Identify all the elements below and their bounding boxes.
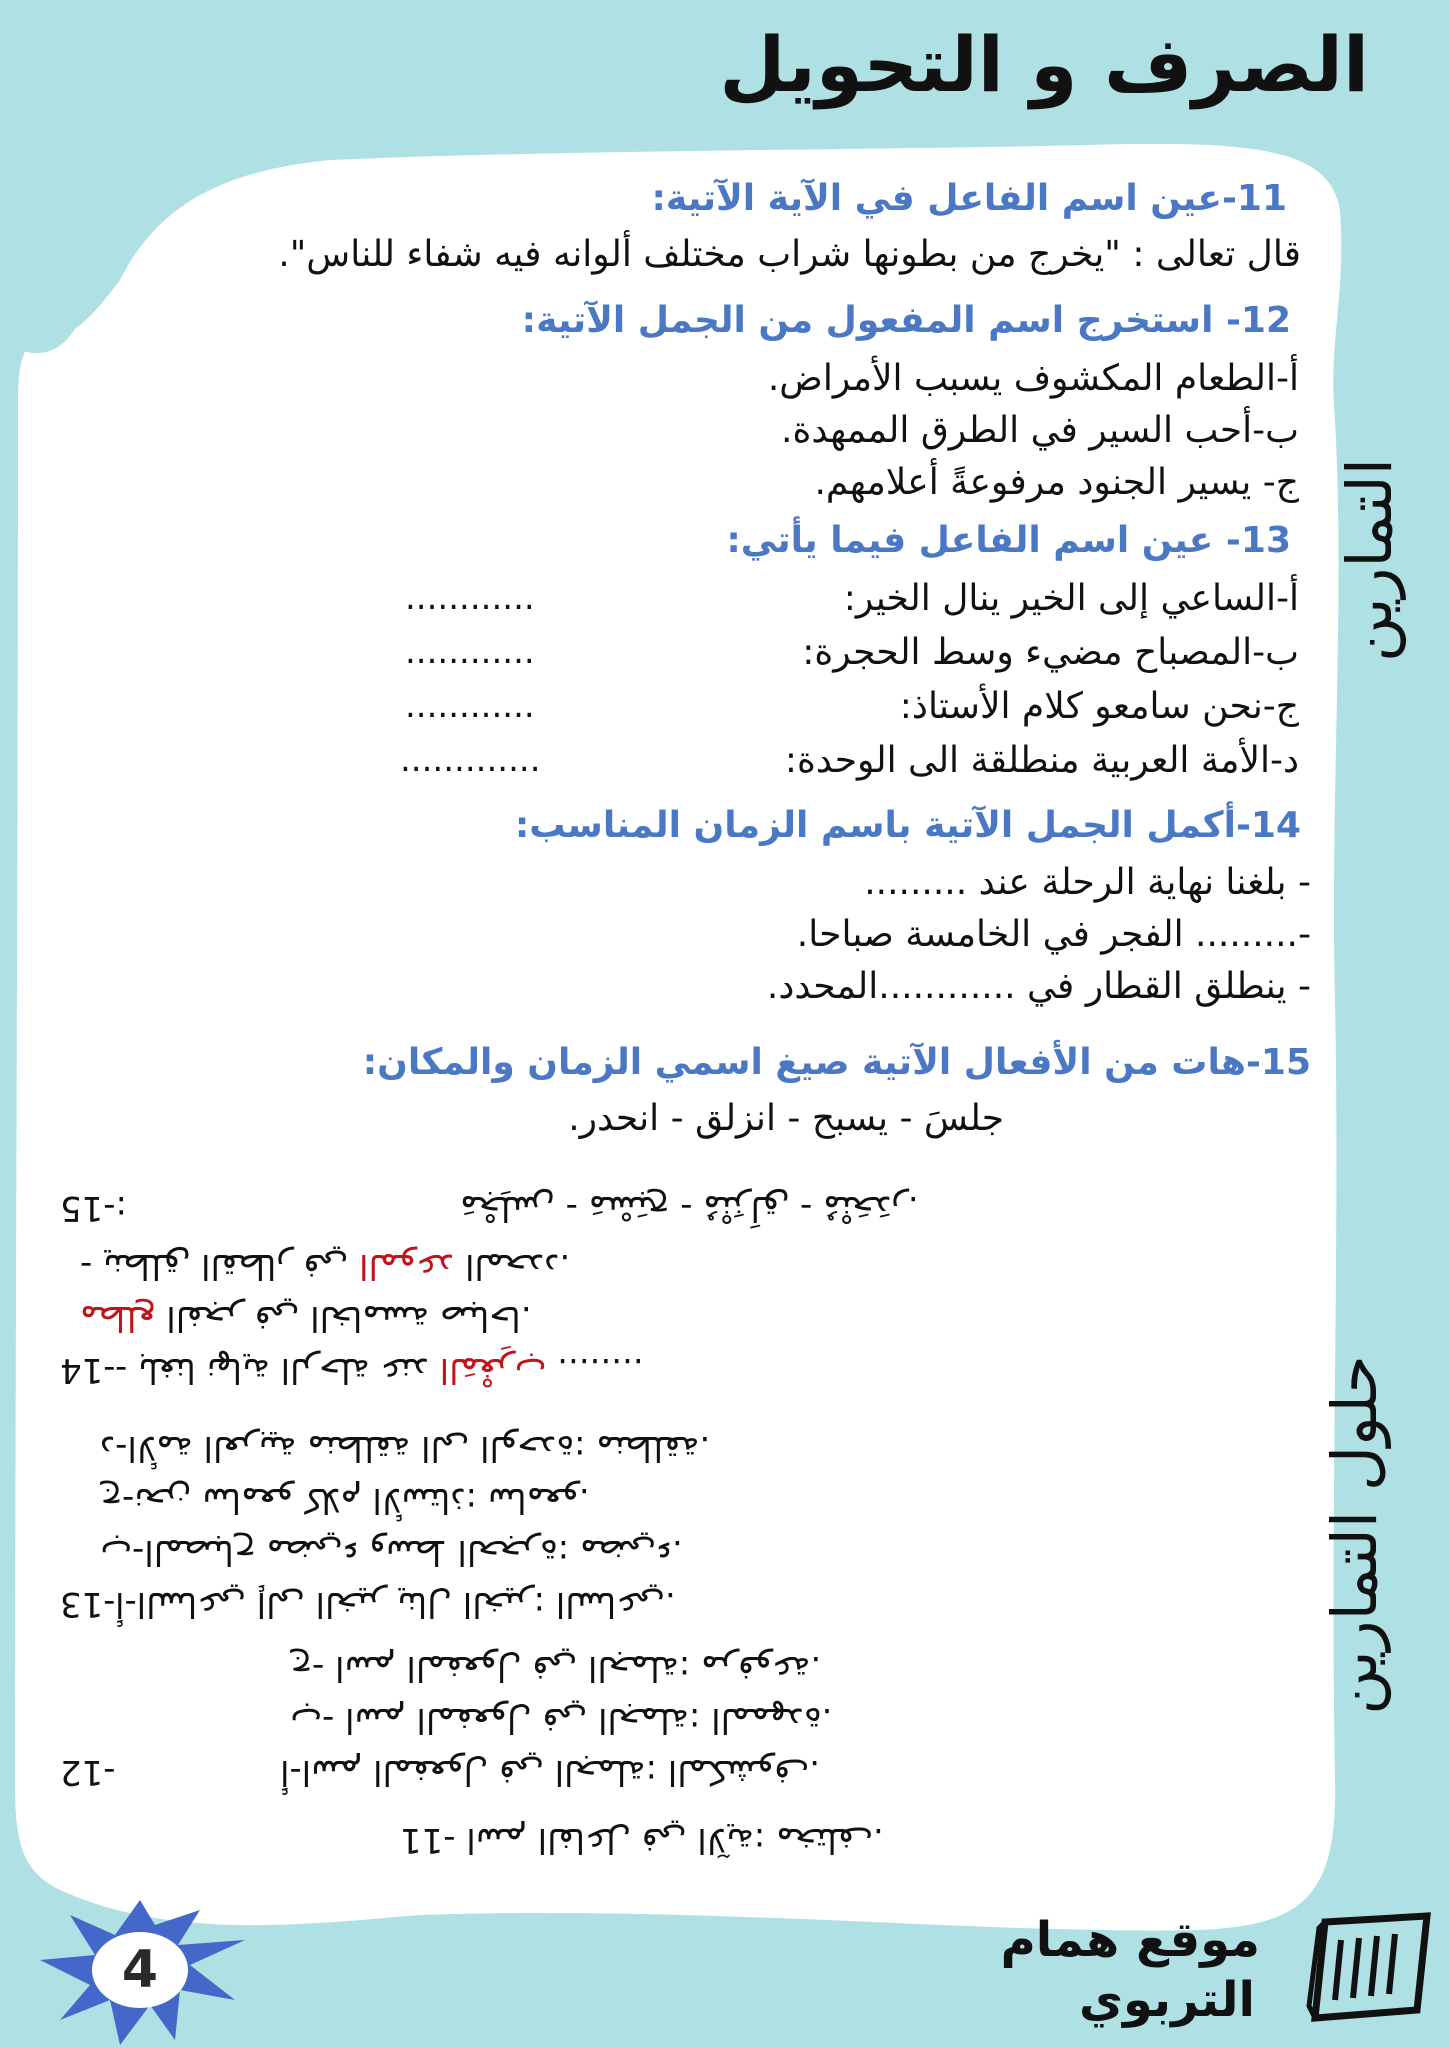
solution-12-label: 12- bbox=[60, 1752, 116, 1792]
exercise-14-heading: 14-أكمل الجمل الآتية باسم الزمان المناسب: bbox=[514, 805, 1301, 846]
solution-14-suffix: الفجر في الخامسة صباحا. bbox=[166, 1298, 532, 1338]
exercise-14-item: -......... الفجر في الخامسة صباحا. bbox=[796, 914, 1311, 955]
exercise-11-text: قال تعالى : "يخرج من بطونها شراب مختلف ألوانه فيه شفاء للناس". bbox=[278, 234, 1301, 275]
side-label-solutions: حلول التمارين bbox=[1318, 1355, 1391, 1715]
book-icon bbox=[1305, 1910, 1435, 2030]
solution-15-label: 15-: bbox=[60, 1188, 127, 1228]
solution-14-prefix: - ينطلق القطار في bbox=[80, 1246, 349, 1286]
exercise-13-item: أ-الساعي إلى الخير ينال الخير: bbox=[843, 578, 1299, 619]
solution-14-item bbox=[115, 1350, 644, 1390]
solution-14-prefix: - بلغنا نهاية الرحلة عند bbox=[115, 1350, 429, 1390]
page-title: الصرف و التحويل bbox=[719, 20, 1369, 109]
page-number: 4 bbox=[121, 1940, 159, 2000]
solutions-upside-down bbox=[60, 1160, 960, 1880]
exercise-13-item: د-الأمة العربية منطلقة الى الوحدة: bbox=[784, 740, 1299, 781]
exercise-15-heading: 15-هات من الأفعال الآتية صيغ اسمي الزمان والمكان: bbox=[362, 1042, 1311, 1083]
site-logo bbox=[995, 1900, 1435, 2040]
solution-13-label: 13- bbox=[60, 1584, 116, 1624]
exercise-13-heading: 13- عين اسم الفاعل فيما يأتي: bbox=[726, 520, 1291, 561]
exercise-12-item: ب-أحب السير في الطرق الممهدة. bbox=[781, 410, 1299, 451]
exercise-13-item: ب-المصباح مضيء وسط الحجرة: bbox=[802, 632, 1299, 673]
exercise-12-item: ج- يسير الجنود مرفوعةً أعلامهم. bbox=[814, 462, 1299, 503]
solution-12-item: أ-اسم المفعول في الجملة: المكشوف. bbox=[280, 1752, 820, 1792]
exercise-12-item: أ-الطعام المكشوف يسبب الأمراض. bbox=[767, 358, 1299, 399]
solution-13-item: د-الأمة العربية منطلقة الى الوحدة: منطلقة. bbox=[100, 1428, 711, 1468]
exercise-12-heading: 12- استخرج اسم المفعول من الجمل الآتية: bbox=[521, 300, 1291, 341]
answer-blank: ............ bbox=[405, 578, 535, 618]
answer-blank: ............ bbox=[405, 686, 535, 726]
solution-13-item: ج-نحن سامعو كلام الأستاذ: سامعو. bbox=[100, 1480, 590, 1520]
answer-blank: ............. bbox=[400, 740, 541, 780]
solution-14-item bbox=[80, 1298, 532, 1338]
solution-14-item bbox=[80, 1246, 570, 1286]
exercise-11-heading: 11-عين اسم الفاعل في الآية الآتية: bbox=[651, 178, 1287, 219]
solution-11: 11- اسم الفاعل في الآية: مختلف. bbox=[400, 1820, 884, 1860]
solution-15-text: مَجْلِس - مَسْبَح - مُنْزَلَق - مُنْحَدَر. bbox=[460, 1188, 919, 1228]
side-label-exercises: التمارين bbox=[1333, 458, 1406, 662]
solution-14-answer: مطلع bbox=[80, 1298, 156, 1338]
solution-14-answer: الموعد bbox=[359, 1246, 455, 1286]
logo-text-line2: التربوي bbox=[1078, 1972, 1255, 2028]
exercise-14-item: - ينطلق القطار في ............المحدد. bbox=[766, 966, 1311, 1007]
logo-text-line1: موقع همام bbox=[1000, 1912, 1260, 1968]
exercise-14-item: - بلغنا نهاية الرحلة عند ......... bbox=[864, 862, 1311, 903]
solution-14-suffix: ........ bbox=[557, 1350, 644, 1390]
exercise-13-item: ج-نحن سامعو كلام الأستاذ: bbox=[899, 686, 1299, 727]
solution-12-item: ب- اسم المفعول في الجملة: الممهدة. bbox=[290, 1700, 833, 1740]
solution-14-suffix: المحدد. bbox=[464, 1246, 571, 1286]
exercise-15-verbs: جلسَ - يسبح - انزلق - انحدر. bbox=[568, 1098, 1004, 1139]
solution-12-item: ج- اسم المفعول في الجملة: مرفوعة. bbox=[290, 1648, 822, 1688]
solution-13-item: ب-المصباح مضيء وسط الحجرة: مضيء. bbox=[100, 1532, 683, 1572]
solution-13-item: أ-الساعي إلى الخير ينال الخير: الساعي. bbox=[115, 1584, 676, 1624]
solution-14-label: 14- bbox=[60, 1350, 116, 1390]
answer-blank: ............ bbox=[405, 632, 535, 672]
solution-14-answer: المَغْرِب bbox=[439, 1350, 547, 1390]
